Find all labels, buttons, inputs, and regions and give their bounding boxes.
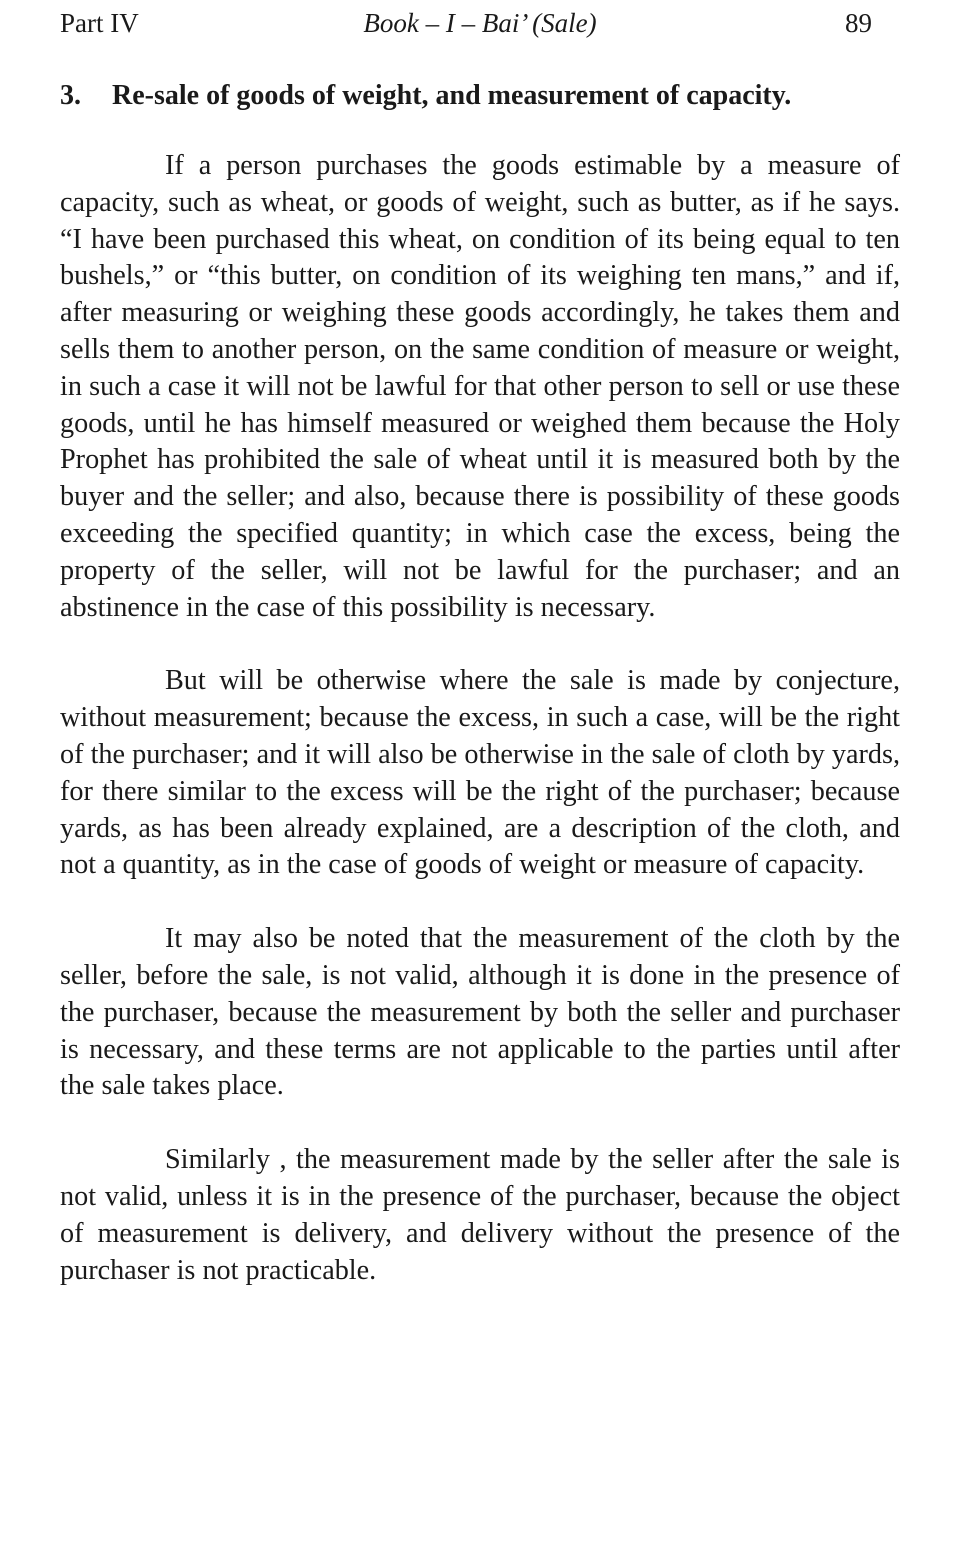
part-label: Part IV	[60, 8, 139, 38]
paragraph: If a person purchases the goods estimable by a measure of capacity, such as wheat, or goods of weight, such as butter, as if he says. “I have been purchased this wheat, on condition of its being equal to ten bushels,” or “this butter, on condition of its weighing ten mans,” and if, after measuring or weighing these goods accordingly, he takes them and sells them to another person, on the same condition of measure or weight, in such a case it will not be lawful for that other person to sell or use these goods, until he has himself measured or weighed them because the Holy Prophet has prohibited the sale of wheat until it is measured both by the buyer and the seller; and also, because there is possibility of these goods exceeding the specified quantity; in which case the excess, being the property of the seller, will not be lawful for the purchaser; and an abstinence in the case of this possibility is necessary.	[60, 150, 900, 623]
section-number: 3.	[60, 80, 81, 111]
paragraph: Similarly , the measurement made by the seller after the sale is not valid, unless it is in the presence of the purchaser, because the object of measurement is delivery, and delivery without the presence of the purchaser is not practicable.	[60, 1144, 900, 1286]
section-title: Re-sale of goods of weight, and measurement of capacity.	[112, 80, 792, 111]
paragraph: It may also be noted that the measurement of the cloth by the seller, before the sale, is not valid, although it is done in the presence of the purchaser, because the measurement by both the seller and purchaser is necessary, and these terms are not applicable to the parties until after the sale takes place.	[60, 923, 900, 1102]
running-head	[60, 0, 900, 46]
section-heading	[60, 76, 900, 116]
page-number: 89	[845, 8, 872, 38]
book-title: Book – I – Bai’ (Sale)	[363, 8, 597, 38]
paragraph: But will be otherwise where the sale is made by conjecture, without measurement; because the excess, in such a case, will be the right of the purchaser; and it will also be otherwise in the sale of cloth by yards, for there similar to the excess will be the right of the purchaser; because yards, as has been already explained, are a description of the cloth, and not a quantity, as in the case of goods of weight or measure of capacity.	[60, 665, 900, 881]
book-page	[60, 0, 900, 1550]
